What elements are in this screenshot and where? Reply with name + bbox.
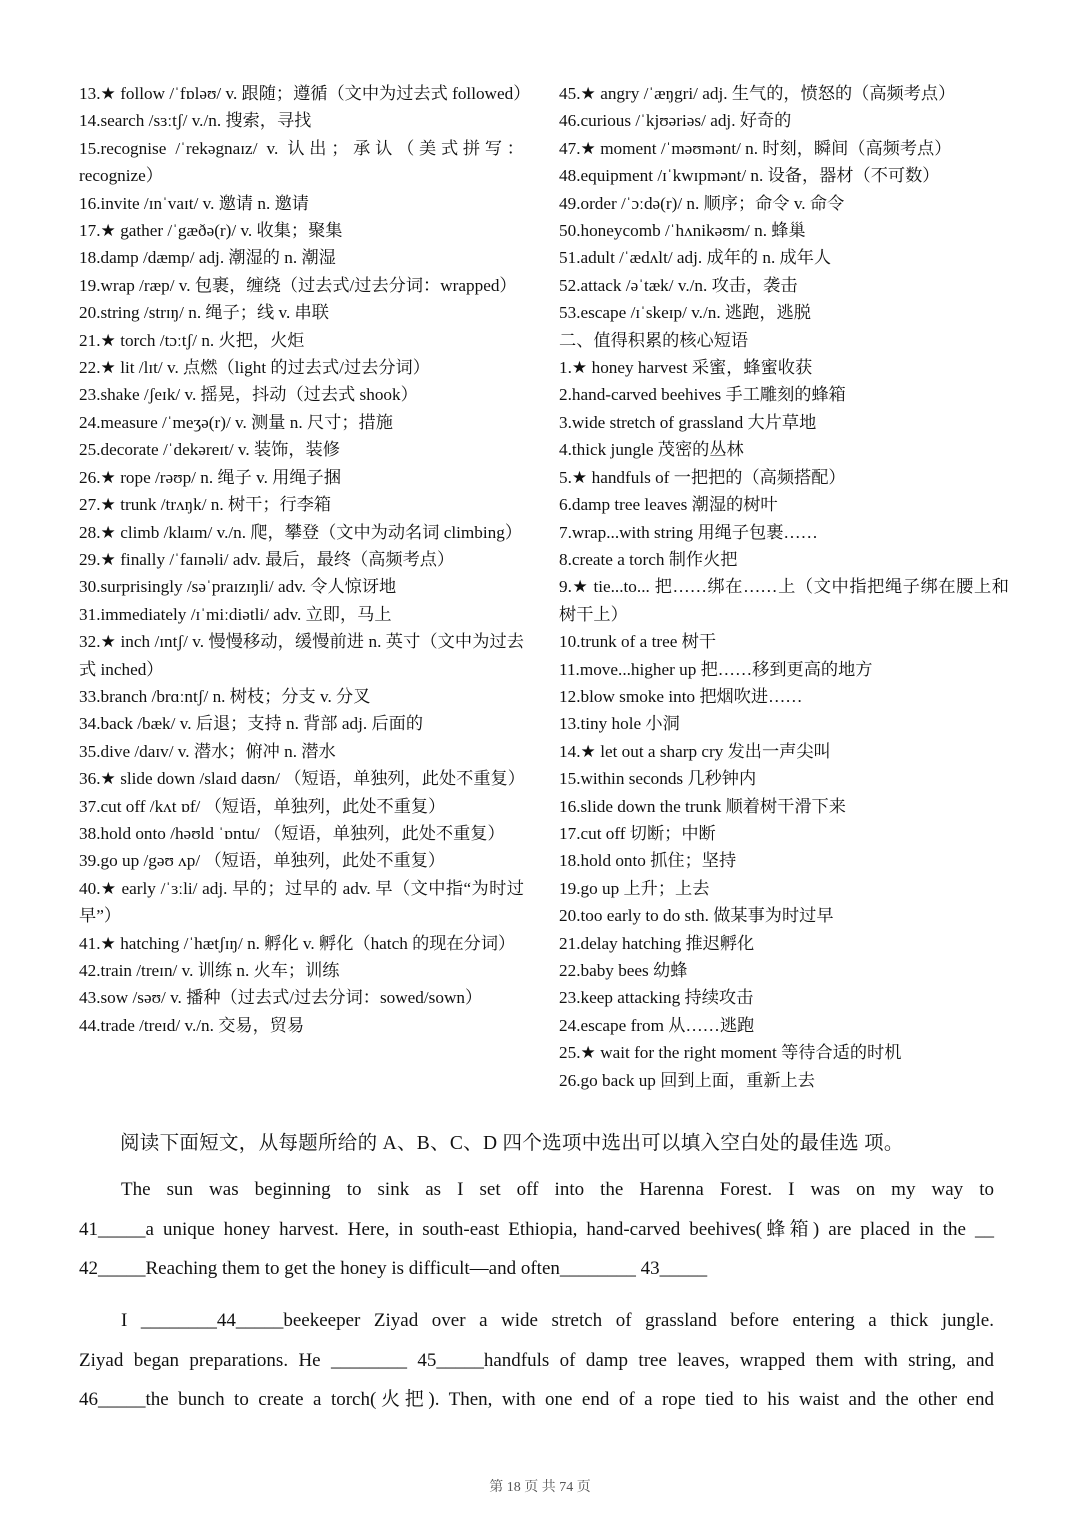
phrase-entry: 3.wide stretch of grassland 大片草地 (559, 412, 817, 432)
phrase-entry: 13.tiny hole 小洞 (559, 714, 680, 734)
phrase-entry: 15.within seconds 几秒钟内 (559, 769, 757, 789)
vocab-entry: 18.damp /dæmp/ adj. 潮湿的 n. 潮湿 (79, 248, 336, 268)
vocab-entry: 51.adult /ˈædʌlt/ adj. 成年的 n. 成年人 (559, 248, 832, 268)
exercise-instruction: 阅读下面短文，从每题所给的 A、B、C、D 四个选项中选出可以填入空白处的最佳选 项。 (120, 1133, 904, 1154)
phrase-entry: 16.slide down the trunk 顺着树干滑下来 (559, 796, 846, 816)
vocab-entry: 44.trade /treɪd/ v./n. 交易，贸易 (79, 1015, 305, 1035)
section-heading: 二、值得积累的核心短语 (559, 330, 749, 350)
passage-line: 46_____the bunch to create a torch(火把). Then, with one end of a rope tied to his waist and the other end (79, 1389, 994, 1410)
phrase-entry: 11.move...higher up 把……移到更高的地方 (559, 659, 873, 679)
phrase-entry: 23.keep attacking 持续攻击 (559, 988, 754, 1008)
phrase-entry: 18.hold onto 抓住；坚持 (559, 851, 737, 871)
phrase-entry: 24.escape from 从……逃跑 (559, 1015, 755, 1035)
vocab-entry: 40.★ early /ˈɜːli/ adj. 早的；过早的 adv. 早（文中指“为时过早”） (79, 878, 524, 926)
vocab-entry: 16.invite /ɪnˈvaɪt/ v. 邀请 n. 邀请 (79, 193, 309, 213)
vocab-entry: 52.attack /əˈtæk/ v./n. 攻击，袭击 (559, 275, 798, 295)
page-number: 第 18 页 共 74 页 (489, 1480, 591, 1495)
phrase-entry: 26.go back up 回到上面，重新上去 (559, 1070, 815, 1090)
phrase-entry: 10.trunk of a tree 树干 (559, 632, 717, 652)
phrase-entry: 20.too early to do sth. 做某事为时过早 (559, 906, 834, 926)
phrase-entry: 8.create a torch 制作火把 (559, 549, 738, 569)
vocab-entry: 35.dive /daɪv/ v. 潜水；俯冲 n. 潜水 (79, 741, 336, 761)
vocab-entry: 28.★ climb /klaɪm/ v./n. 爬，攀登（文中为动名词 climbing） (79, 522, 523, 542)
vocabulary-list-right (559, 80, 1009, 1094)
phrase-entry: 5.★ handfuls of 一把把的（高频搭配） (559, 467, 846, 487)
vocab-entry: 38.hold onto /həʊld ˈɒntu/ （短语，单独列，此处不重复） (79, 823, 505, 843)
phrase-entry: 22.baby bees 幼蜂 (559, 961, 688, 980)
vocab-entry: 36.★ slide down /slaɪd daʊn/ （短语，单独列，此处不重复） (79, 769, 525, 789)
vocab-entry: 43.sow /səʊ/ v. 播种（过去式/过去分词：sowed/sown） (79, 988, 483, 1008)
vocab-entry: 26.★ rope /rəʊp/ n. 绳子 v. 用绳子捆 (79, 467, 341, 487)
passage-line: 42_____Reaching them to get the honey is difficult—and often________ 43_____ (79, 1258, 708, 1279)
phrase-entry: 1.★ honey harvest 采蜜，蜂蜜收获 (559, 358, 813, 378)
vocab-entry: 21.★ torch /tɔːtʃ/ n. 火把，火炬 (79, 330, 305, 350)
phrase-entry: 2.hand-carved beehives 手工雕刻的蜂箱 (559, 385, 846, 405)
passage-line: I ________44_____beekeeper Ziyad over a wide stretch of grassland before entering a thick jungle. (121, 1310, 994, 1331)
vocab-entry: 34.back /bæk/ v. 后退；支持 n. 背部 adj. 后面的 (79, 714, 424, 734)
vocab-entry: 48.equipment /ɪˈkwɪpmənt/ n. 设备，器材（不可数） (559, 166, 940, 186)
passage-line: The sun was beginning to sink as I set off into the Harenna Forest. I was on my way to (121, 1179, 994, 1200)
vocab-entry: 31.immediately /ɪˈmiːdiətli/ adv. 立即，马上 (79, 604, 392, 624)
vocab-entry: 15.recognise /ˈrekəgnaɪz/ v. 认出；承认（美式拼写：recognize） (79, 138, 524, 186)
vocab-entry: 47.★ moment /ˈməʊmənt/ n. 时刻，瞬间（高频考点） (559, 138, 952, 158)
phrase-entry: 6.damp tree leaves 潮湿的树叶 (559, 495, 778, 515)
phrase-entry: 4.thick jungle 茂密的丛林 (559, 440, 744, 460)
phrase-entry: 12.blow smoke into 把烟吹进…… (559, 686, 803, 706)
vocab-entry: 23.shake /ʃeɪk/ v. 摇晃，抖动（过去式 shook） (79, 385, 418, 405)
vocab-entry: 29.★ finally /ˈfaɪnəli/ adv. 最后，最终（高频考点） (79, 549, 455, 569)
vocab-entry: 37.cut off /kʌt ɒf/ （短语，单独列，此处不重复） (79, 796, 446, 816)
phrase-entry: 9.★ tie...to... 把……绑在……上（文中指把绳子绑在腰上和树干上） (559, 577, 1009, 624)
vocab-entry: 39.go up /gəʊ ʌp/ （短语，单独列，此处不重复） (79, 851, 446, 871)
vocab-entry: 27.★ trunk /trʌŋk/ n. 树干；行李箱 (79, 495, 332, 515)
phrase-entry: 7.wrap...with string 用绳子包裹…… (559, 522, 818, 542)
vocab-entry: 33.branch /brɑːntʃ/ n. 树枝；分支 v. 分叉 (79, 686, 371, 706)
vocab-entry: 20.string /strɪŋ/ n. 绳子；线 v. 串联 (79, 303, 329, 323)
vocab-entry: 17.★ gather /ˈgæðə(r)/ v. 收集；聚集 (79, 221, 343, 241)
phrase-entry: 25.★ wait for the right moment 等待合适的时机 (559, 1043, 902, 1063)
vocab-entry: 22.★ lit /lɪt/ v. 点燃（light 的过去式/过去分词） (79, 358, 430, 378)
passage-line: 41_____a unique honey harvest. Here, in south-east Ethiopia, hand-carved beehives(蜂箱) are placed in the __ (79, 1218, 994, 1240)
vocab-entry: 30.surprisingly /səˈpraɪzɪŋli/ adv. 令人惊讶地 (79, 577, 397, 597)
vocab-entry: 19.wrap /ræp/ v. 包裹，缠绕（过去式/过去分词：wrapped） (79, 275, 517, 295)
vocabulary-list-left (79, 80, 531, 1039)
cloze-paragraph-1 (79, 1170, 994, 1289)
vocab-entry: 14.search /sɜːtʃ/ v./n. 搜索，寻找 (79, 111, 312, 131)
vocab-entry: 53.escape /ɪˈskeɪp/ v./n. 逃跑，逃脱 (559, 303, 811, 323)
phrase-entry: 19.go up 上升；上去 (559, 878, 710, 898)
vocab-entry: 32.★ inch /ɪntʃ/ v. 慢慢移动，缓慢前进 n. 英寸（文中为过去式 inched） (79, 632, 524, 679)
vocab-entry: 46.curious /ˈkjʊəriəs/ adj. 好奇的 (559, 111, 792, 131)
phrase-entry: 14.★ let out a sharp cry 发出一声尖叫 (559, 741, 831, 761)
vocab-entry: 42.train /treɪn/ v. 训练 n. 火车；训练 (79, 961, 340, 980)
vocab-entry: 50.honeycomb /ˈhʌnikəʊm/ n. 蜂巢 (559, 221, 806, 241)
phrase-entry: 17.cut off 切断；中断 (559, 823, 716, 843)
vocab-entry: 45.★ angry /ˈæŋgri/ adj. 生气的，愤怒的（高频考点） (559, 84, 956, 103)
vocab-entry: 24.measure /ˈmeʒə(r)/ v. 测量 n. 尺寸；措施 (79, 412, 393, 432)
vocab-entry: 13.★ follow /ˈfɒləʊ/ v. 跟随；遵循（文中为过去式 followed） (79, 84, 531, 103)
vocab-entry: 41.★ hatching /ˈhætʃɪŋ/ n. 孵化 v. 孵化（hatch 的现在分词） (79, 933, 516, 953)
vocab-entry: 49.order /ˈɔːdə(r)/ n. 顺序；命令 v. 命令 (559, 193, 845, 213)
vocab-entry: 25.decorate /ˈdekəreɪt/ v. 装饰，装修 (79, 440, 340, 460)
phrase-entry: 21.delay hatching 推迟孵化 (559, 933, 755, 953)
passage-line: Ziyad began preparations. He ________ 45_____handfuls of damp tree leaves, wrapped them with string, and (79, 1349, 994, 1371)
cloze-paragraph-2 (79, 1301, 994, 1420)
